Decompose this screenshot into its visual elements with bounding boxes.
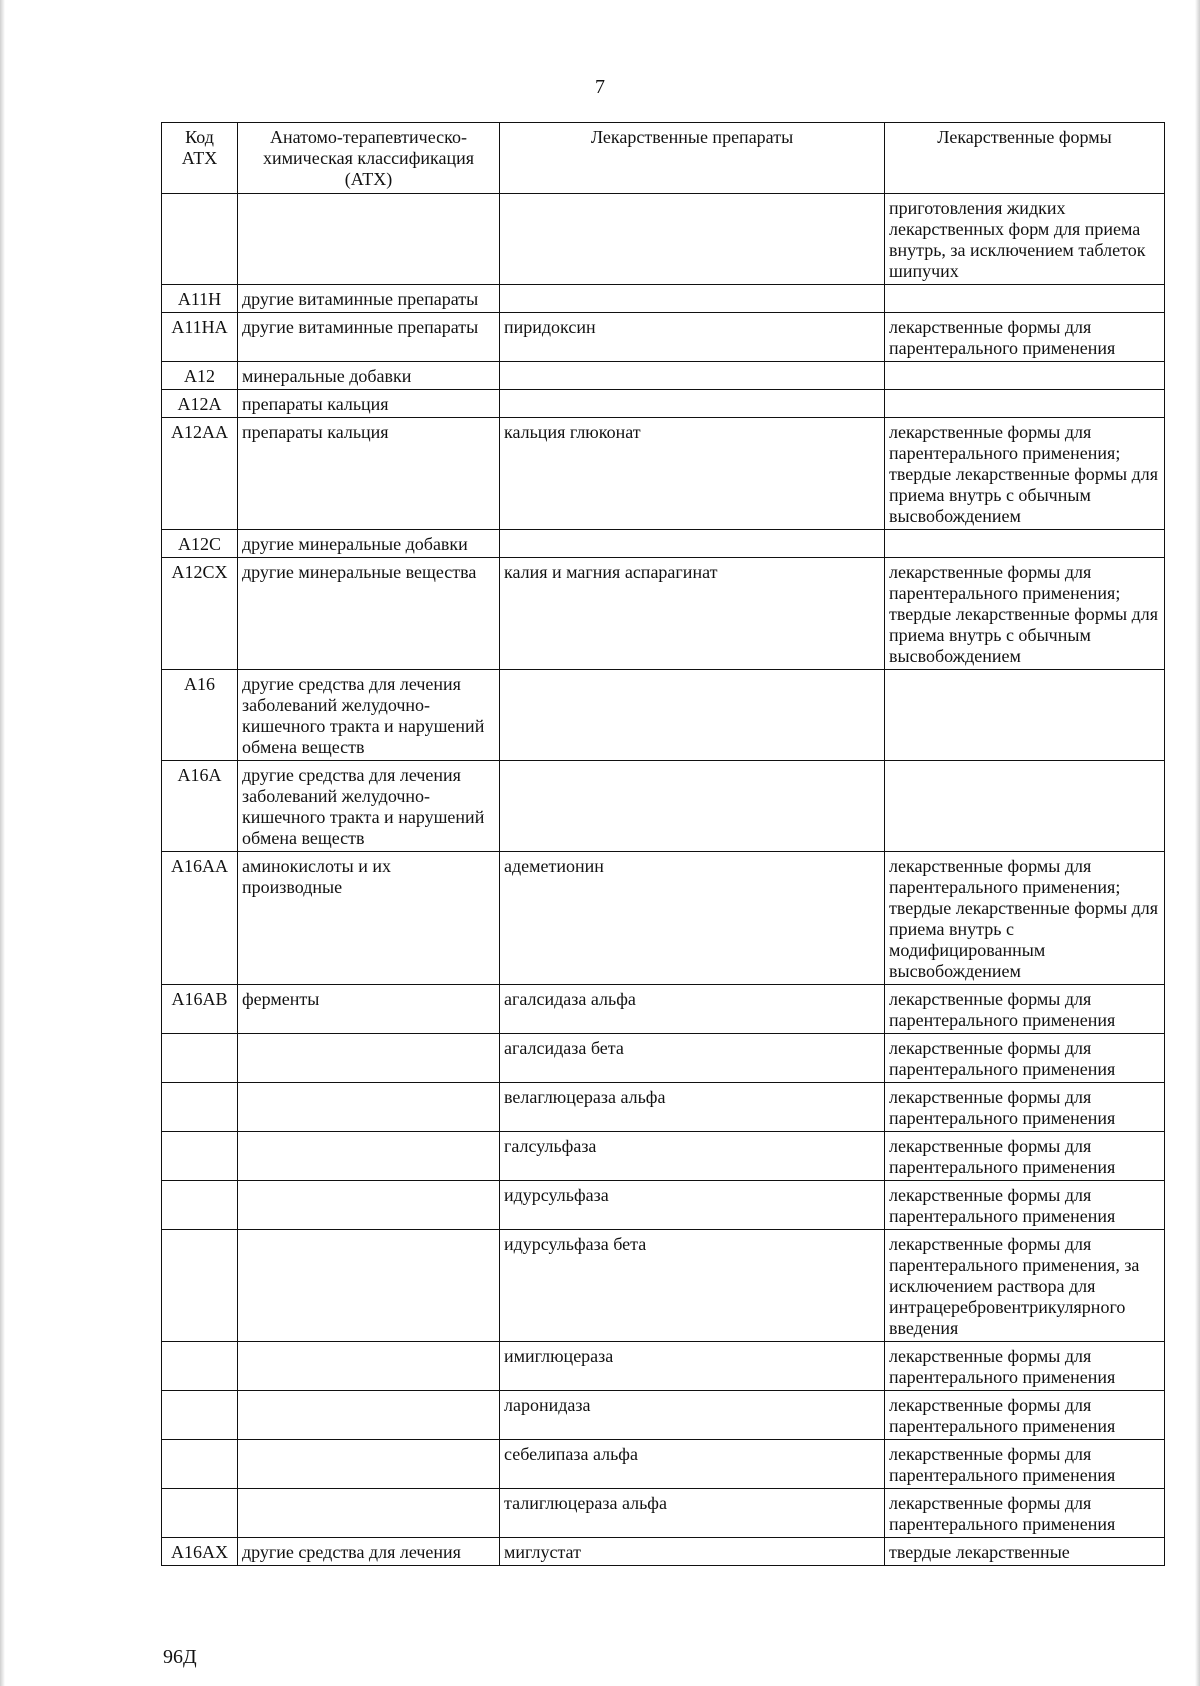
header-classification: Анатомо-терапевтическо-химическая классификация (АТХ)	[238, 123, 500, 194]
table-row	[162, 313, 1165, 362]
table-row	[162, 362, 1165, 390]
cell-code: A12A	[162, 390, 238, 418]
cell-classification	[238, 1181, 500, 1230]
table-row	[162, 194, 1165, 285]
atx-table	[161, 122, 1165, 1566]
table-row	[162, 1342, 1165, 1391]
table-row	[162, 1538, 1165, 1566]
cell-classification	[238, 1440, 500, 1489]
cell-form: лекарственные формы для парентерального применения; твердые лекарственные формы для приема внутрь с модифицированным высвобождением	[885, 852, 1165, 985]
table-row	[162, 1181, 1165, 1230]
cell-code	[162, 1034, 238, 1083]
cell-drug: себелипаза альфа	[500, 1440, 885, 1489]
cell-drug: агалсидаза бета	[500, 1034, 885, 1083]
table-row	[162, 985, 1165, 1034]
cell-form: лекарственные формы для парентерального применения	[885, 1034, 1165, 1083]
cell-code: A11H	[162, 285, 238, 313]
cell-form: лекарственные формы для парентерального применения	[885, 1391, 1165, 1440]
cell-form: приготовления жидких лекарственных форм для приема внутрь, за исключением таблеток шипучих	[885, 194, 1165, 285]
cell-form	[885, 390, 1165, 418]
cell-drug	[500, 761, 885, 852]
cell-drug: миглустат	[500, 1538, 885, 1566]
cell-classification: другие средства для лечения	[238, 1538, 500, 1566]
cell-drug: талиглюцераза альфа	[500, 1489, 885, 1538]
table-row	[162, 390, 1165, 418]
cell-form: лекарственные формы для парентерального применения	[885, 1440, 1165, 1489]
cell-form: лекарственные формы для парентерального применения	[885, 1181, 1165, 1230]
cell-classification	[238, 194, 500, 285]
cell-drug	[500, 194, 885, 285]
cell-form	[885, 530, 1165, 558]
cell-drug	[500, 285, 885, 313]
cell-form: лекарственные формы для парентерального применения	[885, 313, 1165, 362]
table-row	[162, 558, 1165, 670]
cell-classification: другие средства для лечения заболеваний желудочно-кишечного тракта и нарушений обмена веществ	[238, 761, 500, 852]
cell-form: лекарственные формы для парентерального применения	[885, 1083, 1165, 1132]
cell-code	[162, 1489, 238, 1538]
cell-code	[162, 1083, 238, 1132]
cell-form: лекарственные формы для парентерального применения	[885, 1342, 1165, 1391]
table-row	[162, 285, 1165, 313]
cell-code	[162, 1391, 238, 1440]
cell-drug: агалсидаза альфа	[500, 985, 885, 1034]
cell-classification: аминокислоты и их производные	[238, 852, 500, 985]
cell-drug: имиглюцераза	[500, 1342, 885, 1391]
cell-classification: другие минеральные добавки	[238, 530, 500, 558]
table-row	[162, 670, 1165, 761]
cell-form: лекарственные формы для парентерального применения; твердые лекарственные формы для приема внутрь с обычным высвобождением	[885, 558, 1165, 670]
cell-code: A16A	[162, 761, 238, 852]
cell-form	[885, 362, 1165, 390]
cell-code: A16AB	[162, 985, 238, 1034]
table-row	[162, 1132, 1165, 1181]
table-body	[162, 194, 1165, 1566]
cell-drug: идурсульфаза	[500, 1181, 885, 1230]
table-row	[162, 1391, 1165, 1440]
cell-form: лекарственные формы для парентерального применения	[885, 985, 1165, 1034]
cell-classification	[238, 1391, 500, 1440]
cell-drug: велаглюцераза альфа	[500, 1083, 885, 1132]
cell-classification	[238, 1230, 500, 1342]
cell-classification: препараты кальция	[238, 390, 500, 418]
header-form: Лекарственные формы	[885, 123, 1165, 194]
cell-code	[162, 1230, 238, 1342]
cell-code: A11HA	[162, 313, 238, 362]
cell-code: A12AA	[162, 418, 238, 530]
cell-classification	[238, 1083, 500, 1132]
table-row	[162, 1230, 1165, 1342]
cell-form: лекарственные формы для парентерального применения, за исключением раствора для интрацеребровентрикулярного введения	[885, 1230, 1165, 1342]
cell-drug: идурсульфаза бета	[500, 1230, 885, 1342]
cell-form: твердые лекарственные	[885, 1538, 1165, 1566]
cell-classification	[238, 1132, 500, 1181]
cell-drug	[500, 670, 885, 761]
cell-drug: кальция глюконат	[500, 418, 885, 530]
table-row	[162, 761, 1165, 852]
table-row	[162, 418, 1165, 530]
cell-code	[162, 1132, 238, 1181]
header-row	[162, 123, 1165, 194]
cell-classification: другие витаминные препараты	[238, 285, 500, 313]
cell-code	[162, 194, 238, 285]
scan-edge-right	[1195, 0, 1200, 1686]
cell-classification: минеральные добавки	[238, 362, 500, 390]
table-row	[162, 1440, 1165, 1489]
cell-classification: другие минеральные вещества	[238, 558, 500, 670]
cell-form	[885, 670, 1165, 761]
cell-classification: препараты кальция	[238, 418, 500, 530]
page-number: 7	[595, 76, 605, 98]
cell-code: A16AX	[162, 1538, 238, 1566]
cell-drug: калия и магния аспарагинат	[500, 558, 885, 670]
table-row	[162, 852, 1165, 985]
cell-classification: другие витаминные препараты	[238, 313, 500, 362]
cell-drug	[500, 530, 885, 558]
header-drug: Лекарственные препараты	[500, 123, 885, 194]
cell-drug	[500, 362, 885, 390]
table-row	[162, 530, 1165, 558]
cell-drug	[500, 390, 885, 418]
cell-form: лекарственные формы для парентерального применения	[885, 1132, 1165, 1181]
cell-drug: пиридоксин	[500, 313, 885, 362]
cell-drug: адеметионин	[500, 852, 885, 985]
table-row	[162, 1034, 1165, 1083]
cell-classification	[238, 1489, 500, 1538]
scan-edge-left	[0, 0, 5, 1686]
cell-classification	[238, 1034, 500, 1083]
cell-code	[162, 1440, 238, 1489]
cell-drug: ларонидаза	[500, 1391, 885, 1440]
cell-form: лекарственные формы для парентерального применения	[885, 1489, 1165, 1538]
table-row	[162, 1083, 1165, 1132]
cell-code: A12C	[162, 530, 238, 558]
cell-form	[885, 285, 1165, 313]
cell-code: A12	[162, 362, 238, 390]
cell-form: лекарственные формы для парентерального применения; твердые лекарственные формы для приема внутрь с обычным высвобождением	[885, 418, 1165, 530]
cell-classification: ферменты	[238, 985, 500, 1034]
cell-classification: другие средства для лечения заболеваний желудочно-кишечного тракта и нарушений обмена веществ	[238, 670, 500, 761]
cell-code	[162, 1181, 238, 1230]
header-code: Код АТХ	[162, 123, 238, 194]
cell-code: A16AA	[162, 852, 238, 985]
cell-code: A12CX	[162, 558, 238, 670]
table-row	[162, 1489, 1165, 1538]
cell-classification	[238, 1342, 500, 1391]
cell-drug: галсульфаза	[500, 1132, 885, 1181]
footer-code: 96Д	[163, 1646, 197, 1668]
cell-form	[885, 761, 1165, 852]
cell-code	[162, 1342, 238, 1391]
cell-code: A16	[162, 670, 238, 761]
table-header	[162, 123, 1165, 194]
